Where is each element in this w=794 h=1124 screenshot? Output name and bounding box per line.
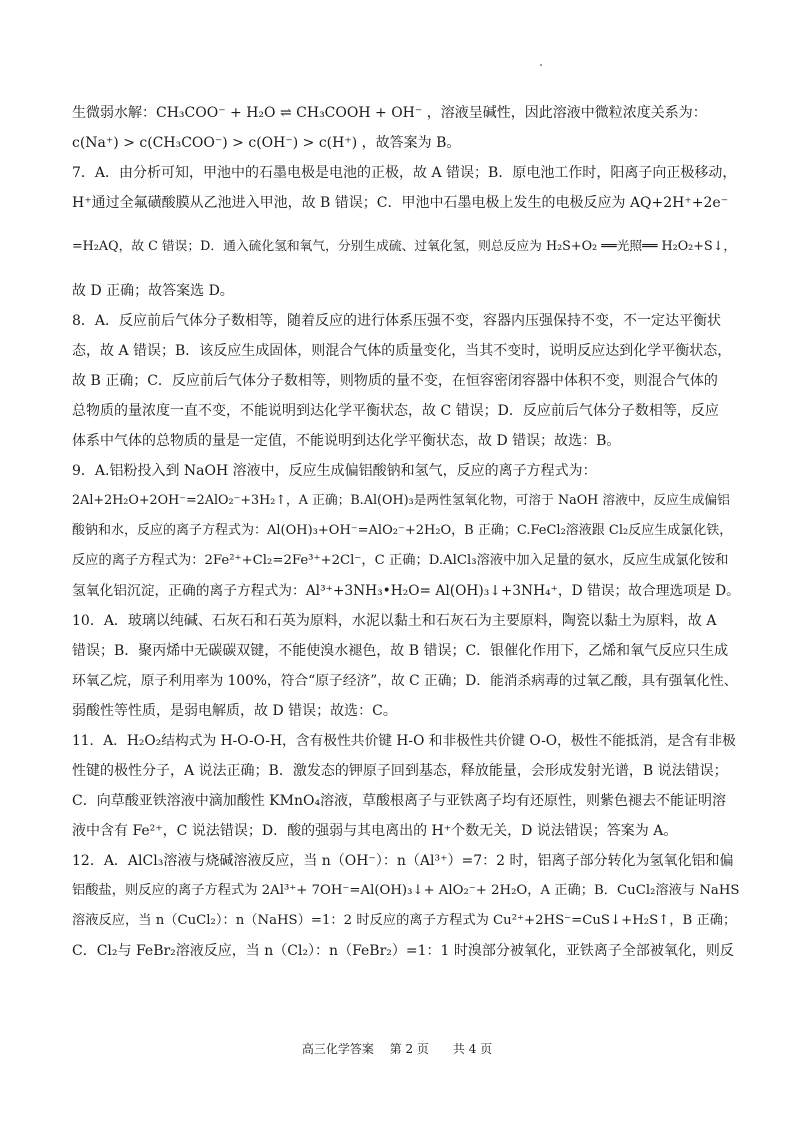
text-line: 态，故 A 错误；B．该反应生成固体，则混合气体的质量变化，当其不变时，说明反应达到化学平衡状态， [72,343,732,359]
page-footer: 高三化学答案 第 2 页 共 4 页 [301,1042,493,1056]
text-line: 性键的极性分子，A 说法正确；B．激发态的钾原子回到基态，释放能量，会形成发射光谱，B 说法错误； [72,763,728,779]
text-line: 环氧乙烷，原子利用率为 100%，符合“原子经济”，故 C 正确；D．能消杀病毒的过氧乙酸，具有强氧化性、 [72,673,738,689]
text-line: 氢氧化铝沉淀，正确的离子方程式为：Al³⁺+3NH₃•H₂O= Al(OH)₃↓+3NH₄⁺，D 错误；故合理选项是 D。 [72,583,740,599]
text-line: 故 B 正确；C．反应前后气体分子数相等，则物质的量不变，在恒容密闭容器中体积不变，则混合气体的 [72,373,718,389]
text-line: 9．A.铝粉投入到 NaOH 溶液中，反应生成偏铝酸钠和氢气，反应的离子方程式为： [72,463,597,479]
text-line: 故 D 正确；故答案选 D。 [72,283,234,299]
text-line: 总物质的量浓度一直不变，不能说明到达化学平衡状态，故 C 错误；D．反应前后气体分子数相等，反应 [72,403,719,419]
text-line: 溶液反应，当 n（CuCl₂）：n（NaHS）=1：2 时反应的离子方程式为 Cu²⁺+2HS⁻=CuS↓+H₂S↑，B 正确； [72,913,737,928]
text-line: C．向草酸亚铁溶液中滴加酸性 KMnO₄溶液，草酸根离子与亚铁离子均有还原性，则紫色褪去不能证明溶 [72,793,727,809]
text-line: C．Cl₂与 FeBr₂溶液反应，当 n（Cl₂）：n（FeBr₂）=1：1 时溴部分被氧化，亚铁离子全部被氧化，则反 [72,943,734,959]
text-line: 弱酸性等性质，是弱电解质，故 D 错误；故选：C。 [72,703,397,719]
text-line: 铝酸盐，则反应的离子方程式为 2Al³⁺+ 7OH⁻=Al(OH)₃↓+ AlO₂⁻+ 2H₂O，A 正确；B．CuCl₂溶液与 NaHS [72,883,740,898]
text-line: H⁺通过全氟磺酸膜从乙池进入甲池，故 B 错误；C．甲池中石墨电极上发生的电极反应为 AQ+2H⁺+2e⁻ [72,195,729,211]
text-line: 2Al+2H₂O+2OH⁻=2AlO₂⁻+3H₂↑，A 正确；B.Al(OH)₃是两性氢氧化物，可溶于 NaOH 溶液中，反应生成偏铝 [72,493,730,508]
text-line: 体系中气体的总物质的量是一定值，不能说明到达化学平衡状态，故 D 错误；故选：B。 [72,433,621,449]
text-line: 8．A．反应前后气体分子数相等，随着反应的进行体系压强不变，容器内压强保持不变，不一定达平衡状 [72,313,722,329]
text-line: c(Na⁺) > c(CH₃COO⁻) > c(OH⁻) > c(H⁺) ，故答案为 B。 [72,135,461,151]
text-line: =H₂AQ，故 C 错误；D．通入硫化氢和氧气，分别生成硫、过氧化氢，则总反应为 H₂S+O₂ ══光照══ H₂O₂+S↓， [72,239,737,254]
scan-dot [540,64,542,66]
text-line: 10．A．玻璃以纯碱、石灰石和石英为原料，水泥以黏土和石灰石为主要原料，陶瓷以黏土为原料，故 A [72,613,717,629]
text-line: 反应的离子方程式为：2Fe²⁺+Cl₂=2Fe³⁺+2Cl⁻，C 正确；D.AlCl₃溶液中加入足量的氨水，反应生成氯化铵和 [72,553,729,568]
answer-text [72,98,740,966]
text-line: 错误；B．聚丙烯中无碳碳双键，不能使溴水褪色，故 B 错误；C．银催化作用下，乙烯和氧气反应只生成 [72,643,729,659]
text-line: 11．A．H₂O₂结构式为 H-O-O-H，含有极性共价键 H-O 和非极性共价键 O-O，极性不能抵消，是含有非极 [72,733,736,749]
text-line: 液中含有 Fe²⁺，C 说法错误；D．酸的强弱与其电离出的 H⁺个数无关，D 说法错误；答案为 A。 [72,823,678,839]
text-line: 7．A．由分析可知，甲池中的石墨电极是电池的正极，故 A 错误；B．原电池工作时，阳离子向正极移动， [72,165,737,181]
text-line: 生微弱水解：CH₃COO⁻ + H₂O ⇌ CH₃COOH + OH⁻ ，溶液呈碱性，因此溶液中微粒浓度关系为： [72,105,707,121]
text-line: 酸钠和水，反应的离子方程式为：Al(OH)₃+OH⁻=AlO₂⁻+2H₂O，B 正确；C.FeCl₂溶液跟 Cl₂反应生成氯化铁， [72,523,733,538]
text-line: 12．A．AlCl₃溶液与烧碱溶液反应，当 n（OH⁻）：n（Al³⁺）=7：2 时，铝离子部分转化为氢氧化铝和偏 [72,853,734,869]
